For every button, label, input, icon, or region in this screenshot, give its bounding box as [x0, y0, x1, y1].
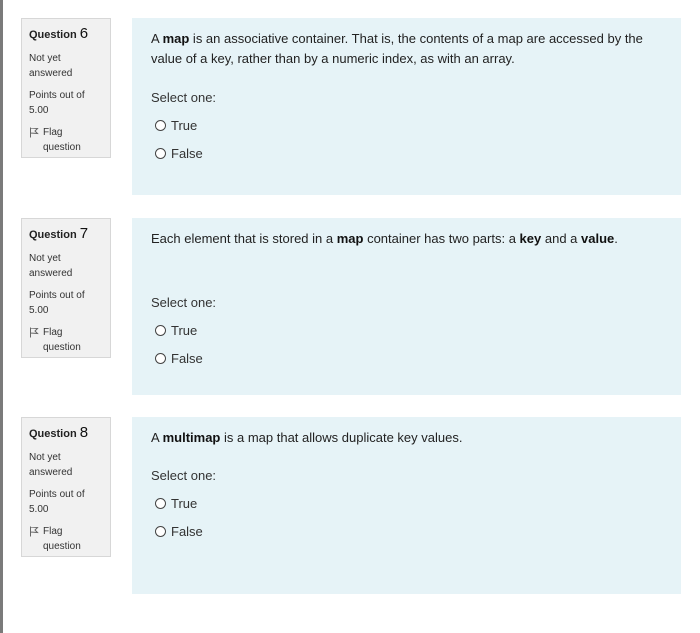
question-8-answer	[151, 489, 662, 545]
question-7-option-false[interactable]: False	[155, 344, 662, 372]
question-6-text: A map is an associative container. That is, the contents of a map are accessed by the value of a key, rather than by a numeric index, as with an array.	[151, 31, 643, 66]
question-8-option-false[interactable]: False	[155, 517, 662, 545]
question-7	[21, 218, 681, 395]
question-6-grade: Points out of 5.00	[29, 90, 85, 116]
question-7-content	[132, 218, 681, 395]
radio-button[interactable]	[155, 325, 166, 336]
question-6-info	[21, 18, 111, 158]
radio-button[interactable]	[155, 498, 166, 509]
flag-label: Flag question	[43, 127, 81, 153]
radio-button[interactable]	[155, 526, 166, 537]
radio-button[interactable]	[155, 148, 166, 159]
page-left-border	[0, 0, 3, 633]
question-7-answer	[151, 316, 662, 372]
question-7-grade: Points out of 5.00	[29, 290, 85, 316]
flag-label: Flag question	[43, 327, 81, 353]
question-6-option-false[interactable]: False	[155, 139, 662, 167]
question-6-option-true[interactable]: True	[155, 111, 662, 139]
question-6	[21, 18, 681, 195]
question-8-info	[21, 417, 111, 557]
question-8-flag-link[interactable]	[29, 524, 103, 554]
question-7-info	[21, 218, 111, 358]
question-8-text: A multimap is a map that allows duplicate key values.	[151, 430, 463, 445]
question-7-select-label: Select one:	[151, 295, 217, 310]
question-7-text: Each element that is stored in a map container has two parts: a key and a value.	[151, 231, 618, 246]
flag-icon	[29, 524, 43, 554]
question-8-state: Not yet answered	[29, 452, 73, 478]
question-8-grade: Points out of 5.00	[29, 489, 85, 515]
question-8-option-true[interactable]: True	[155, 489, 662, 517]
question-8-select-label: Select one:	[151, 468, 217, 483]
question-6-number: Question 6	[29, 25, 89, 42]
question-7-option-true[interactable]: True	[155, 316, 662, 344]
flag-label: Flag question	[43, 526, 81, 552]
question-8-content	[132, 417, 681, 594]
question-6-state: Not yet answered	[29, 53, 73, 79]
question-8-number: Question 8	[29, 424, 89, 441]
flag-icon	[29, 325, 43, 355]
question-7-flag-link[interactable]	[29, 325, 103, 355]
question-6-answer	[151, 111, 662, 167]
question-6-flag-link[interactable]	[29, 125, 103, 155]
question-6-content	[132, 18, 681, 195]
question-6-select-label: Select one:	[151, 90, 217, 105]
radio-button[interactable]	[155, 120, 166, 131]
question-8	[21, 417, 681, 594]
radio-button[interactable]	[155, 353, 166, 364]
question-7-number: Question 7	[29, 225, 89, 242]
flag-icon	[29, 125, 43, 155]
question-7-state: Not yet answered	[29, 253, 73, 279]
